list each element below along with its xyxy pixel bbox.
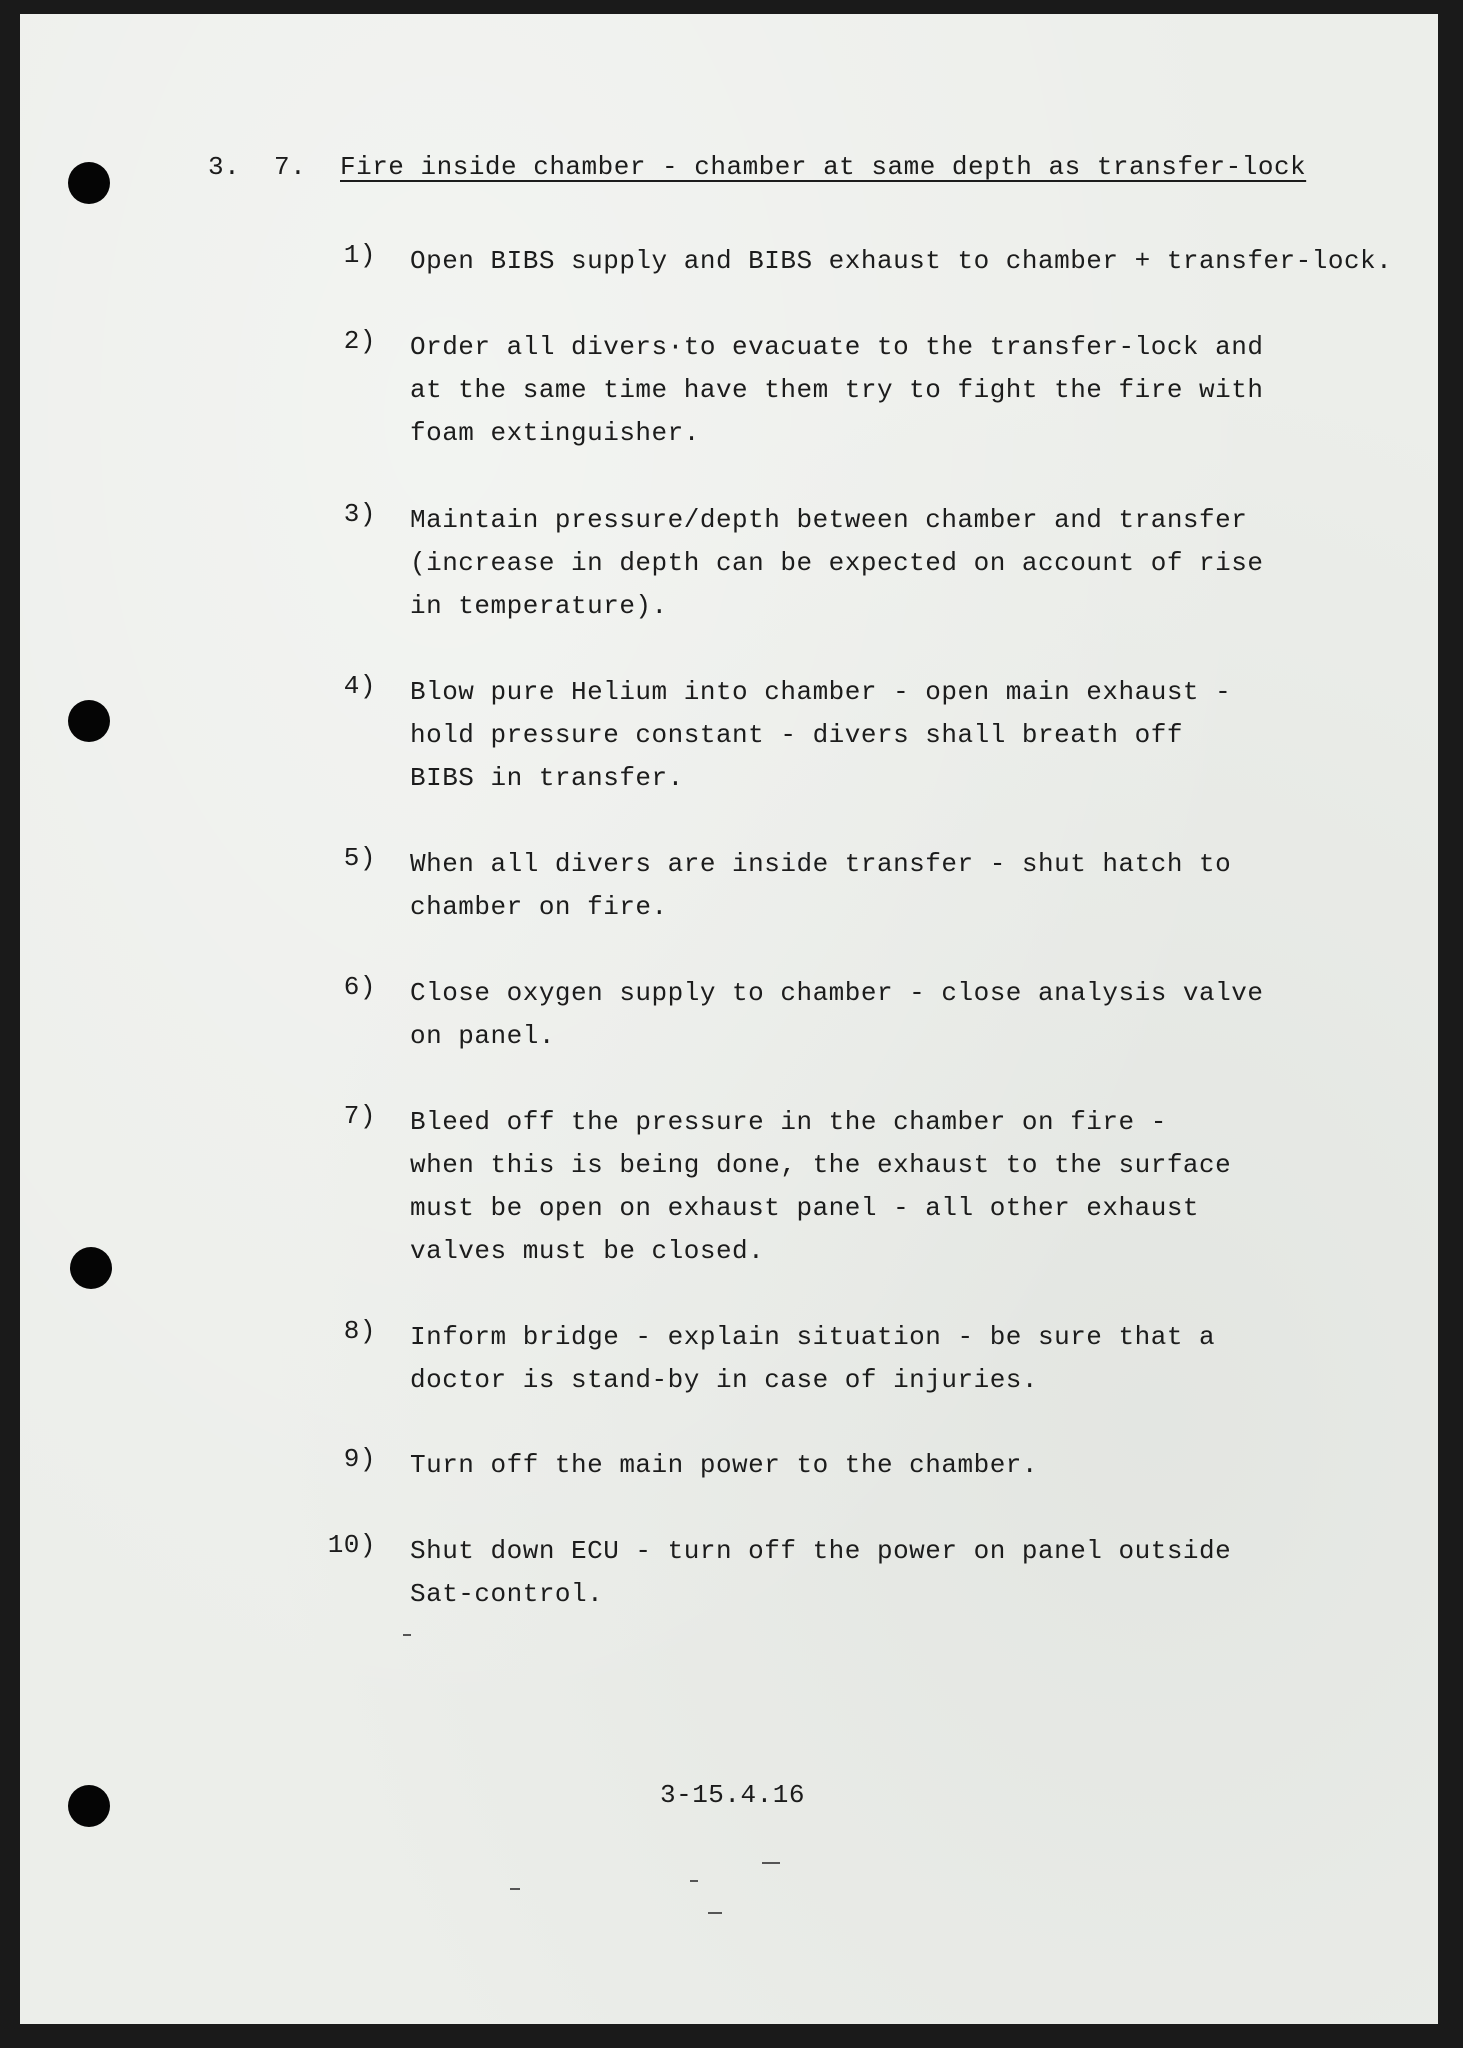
step-text: Turn off the main power to the chamber. [410,1450,1038,1480]
step-text: Close oxygen supply to chamber - close analysis valve on panel. [410,978,1264,1051]
chapter-number: 3. [208,152,241,182]
step-text: Blow pure Helium into chamber - open main exhaust - hold pressure constant - divers shall breath off BIBS in transfer. [410,677,1232,793]
step-number: 8) [343,1316,376,1346]
step-text: Order all divers·to evacuate to the transfer-lock and at the same time have them try to fight the fire with foam extinguisher. [410,332,1264,448]
section-number: 7. [274,152,307,182]
step-number: 7) [343,1101,376,1131]
step-number: 3) [343,499,376,529]
page-reference: 3-15.4.16 [660,1780,805,1810]
step-text: Inform bridge - explain situation - be sure that a doctor is stand-by in case of injuries. [410,1322,1216,1395]
section-title: Fire inside chamber - chamber at same depth as transfer-lock [340,152,1307,182]
step-text: When all divers are inside transfer - shut hatch to chamber on fire. [410,849,1232,922]
punch-hole-3 [70,1247,112,1289]
step-text: Maintain pressure/depth between chamber and transfer (increase in depth can be expected on account of rise in temperature). [410,505,1264,621]
step-number: 1) [343,240,376,270]
punch-hole-2 [68,700,110,742]
step-number: 4) [343,671,376,701]
scan-speck [403,1634,411,1636]
section-header [208,152,1306,182]
punch-hole-1 [68,162,110,204]
scan-speck [510,1888,520,1890]
step-text: Bleed off the pressure in the chamber on fire - when this is being done, the exhaust to the surface must be open on exhaust panel - all other exhaust valves must be closed. [410,1107,1232,1266]
scan-speck [762,1862,780,1864]
step-number: 2) [343,326,376,356]
scan-speck [708,1912,722,1914]
step-number: 6) [343,972,376,1002]
punch-hole-4 [68,1785,110,1827]
step-number: 5) [343,843,376,873]
step-number: 10) [327,1530,376,1560]
scan-speck [690,1880,698,1882]
step-text: Open BIBS supply and BIBS exhaust to chamber + transfer-lock. [410,246,1393,276]
step-text: Shut down ECU - turn off the power on panel outside Sat-control. [410,1536,1232,1609]
step-number: 9) [343,1444,376,1474]
